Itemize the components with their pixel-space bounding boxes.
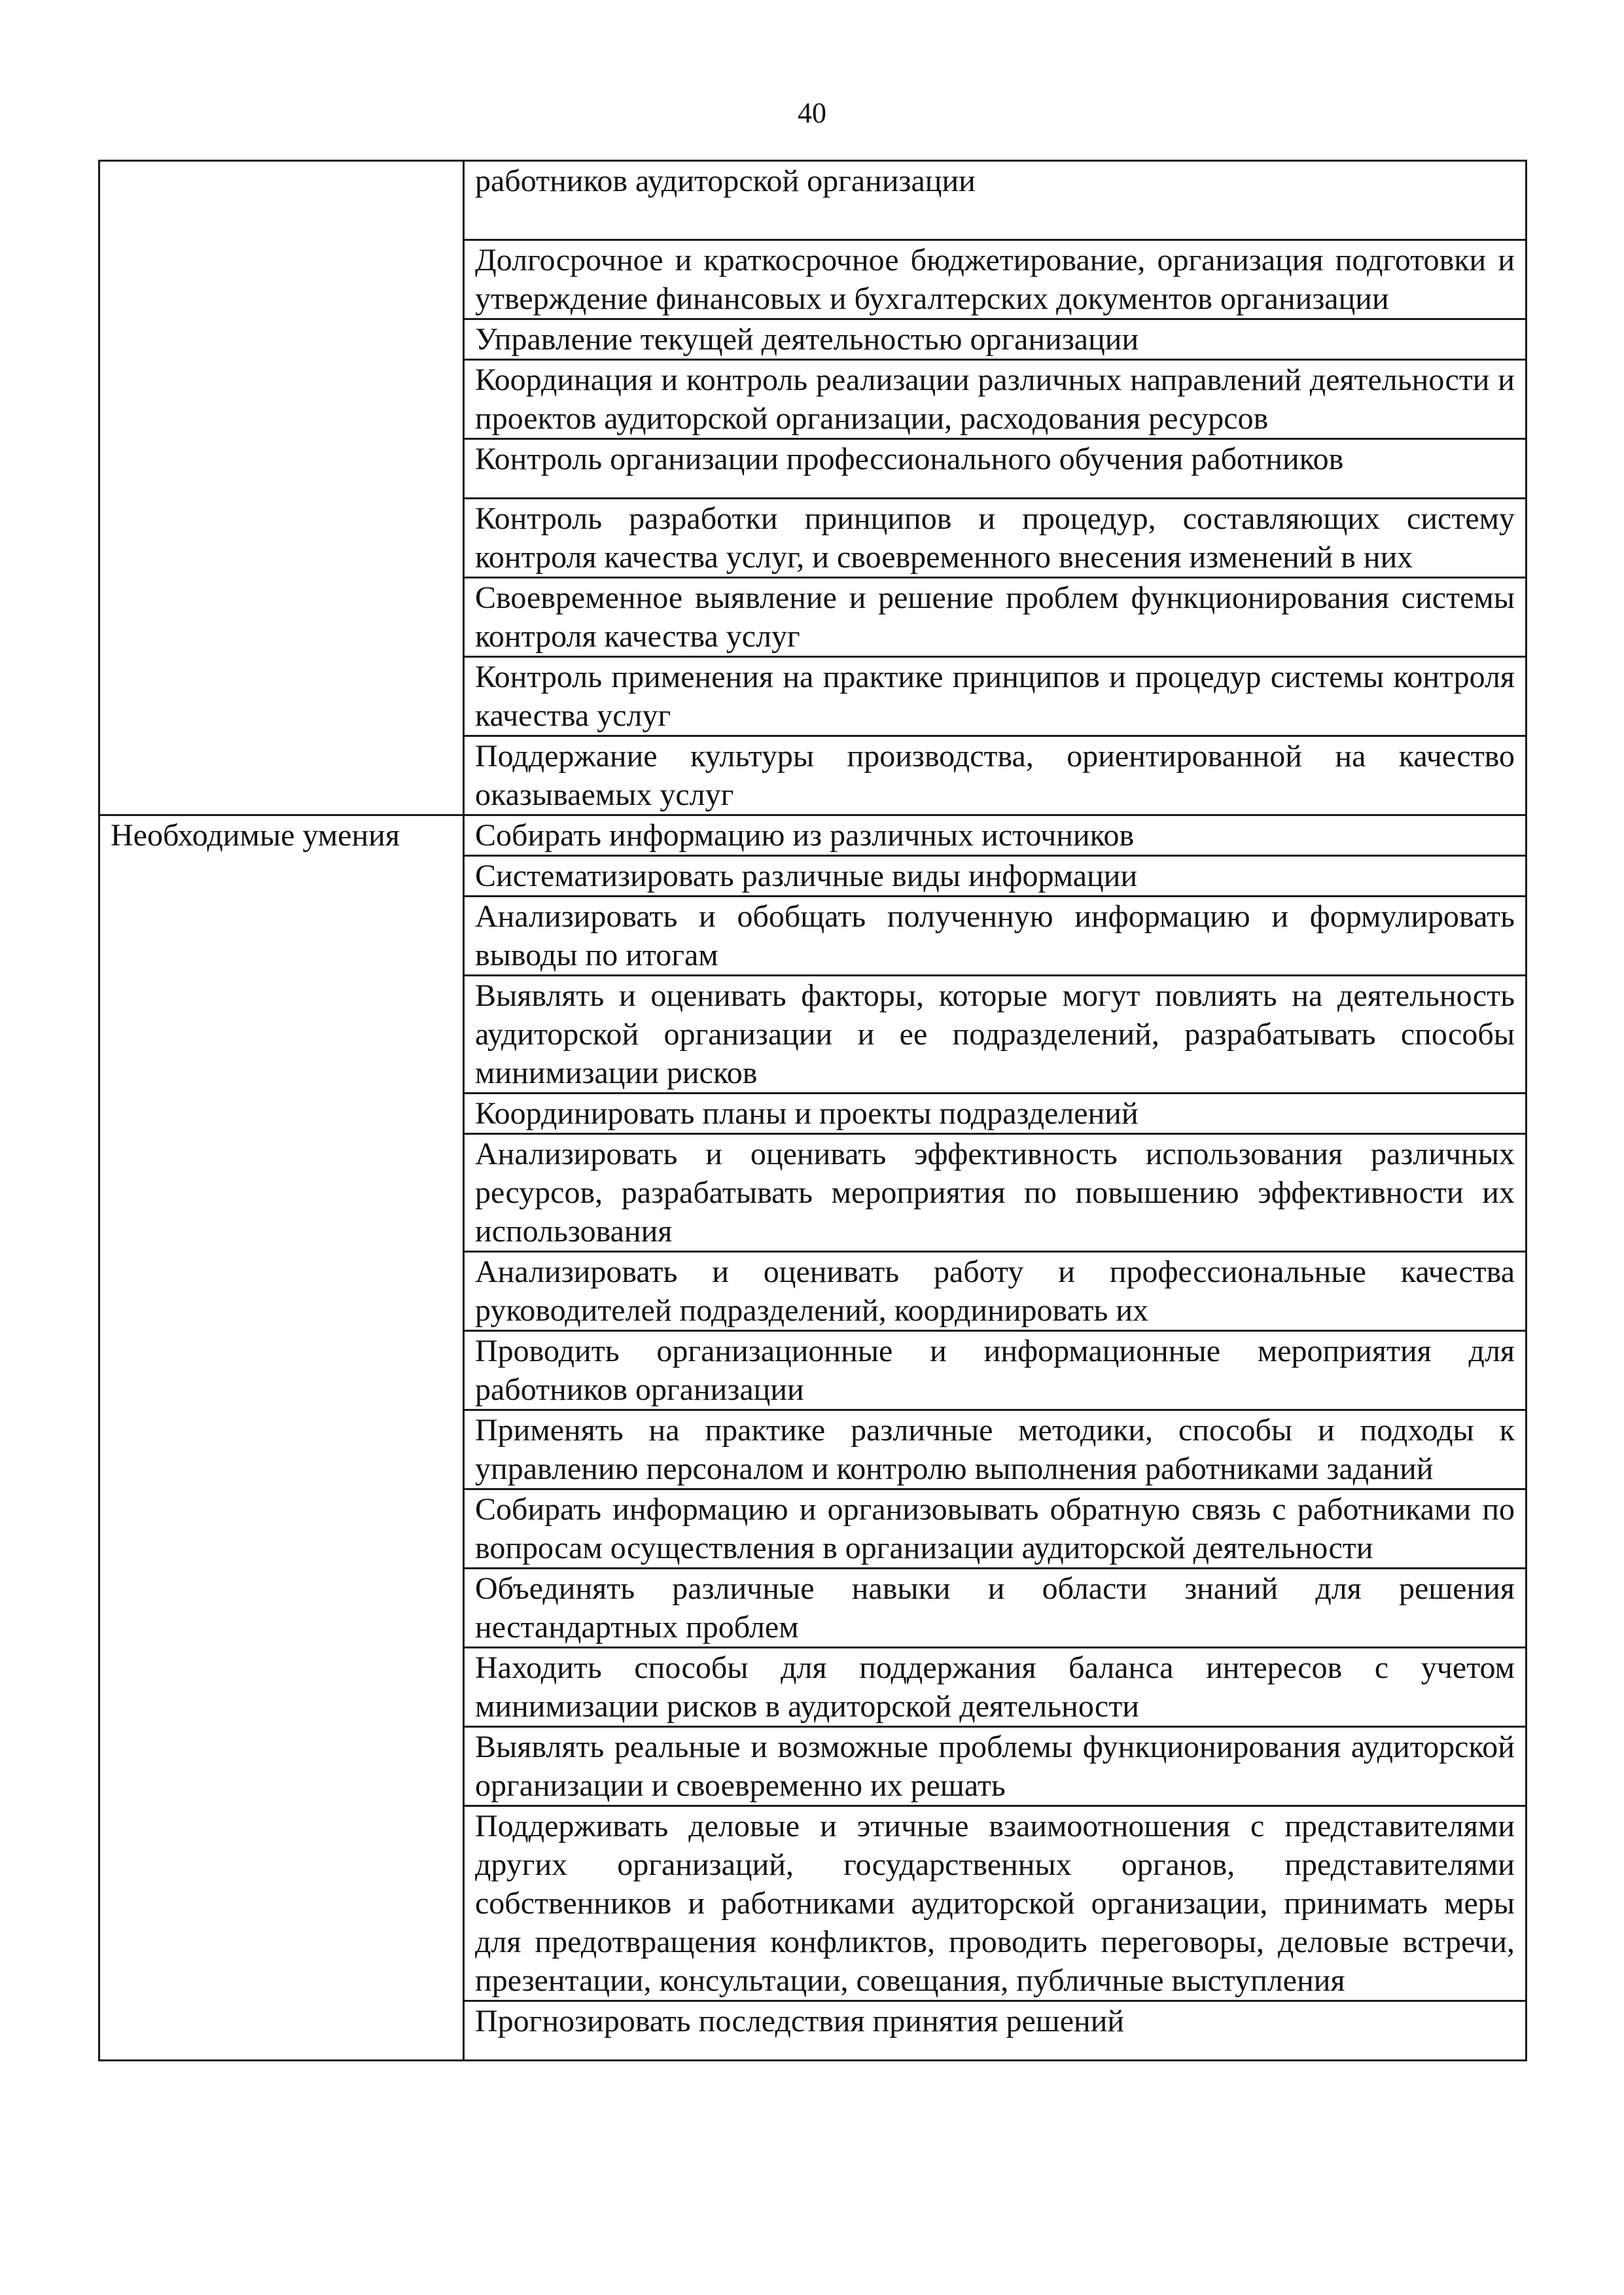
table-row bbox=[99, 897, 1527, 976]
table-cell: Применять на практике различные методики, способы и подходы к управлению персоналом и контролю выполнения работниками заданий bbox=[464, 1410, 1527, 1489]
table-row bbox=[99, 499, 1527, 578]
table-row bbox=[99, 240, 1527, 319]
table-row bbox=[99, 1410, 1527, 1489]
table-row bbox=[99, 1806, 1527, 2001]
table-cell: Контроль организации профессионального обучения работников bbox=[464, 439, 1527, 499]
table-row bbox=[99, 578, 1527, 657]
table-row bbox=[99, 360, 1527, 439]
table-cell: Систематизировать различные виды информации bbox=[464, 856, 1527, 897]
table-cell: Поддерживать деловые и этичные взаимоотношения с представителями других организаций, государственных органов, представителями собственников и работниками аудиторской организации, принимать меры для предотвращения конфликтов, проводить переговоры, деловые встречи, презентации, консультации, совещания, публичные выступления bbox=[464, 1806, 1527, 2001]
table-cell: Координация и контроль реализации различных направлений деятельности и проектов аудиторской организации, расходования ресурсов bbox=[464, 360, 1527, 439]
table-row bbox=[99, 815, 1527, 856]
table-cell: Объединять различные навыки и области знаний для решения нестандартных проблем bbox=[464, 1569, 1527, 1648]
table-cell: Контроль разработки принципов и процедур, составляющих систему контроля качества услуг, и своевременного внесения изменений в них bbox=[464, 499, 1527, 578]
table-cell: Долгосрочное и краткосрочное бюджетирование, организация подготовки и утверждение финансовых и бухгалтерских документов организации bbox=[464, 240, 1527, 319]
left-cell-empty bbox=[99, 161, 464, 240]
table-cell: Управление текущей деятельностью организации bbox=[464, 319, 1527, 360]
table-row bbox=[99, 736, 1527, 815]
page-number: 40 bbox=[798, 97, 826, 129]
table-cell: Контроль применения на практике принципов и процедур системы контроля качества услуг bbox=[464, 657, 1527, 736]
table-row bbox=[99, 976, 1527, 1094]
group-label-skills: Необходимые умения bbox=[99, 815, 464, 856]
table-row bbox=[99, 1489, 1527, 1569]
table-row bbox=[99, 161, 1527, 240]
table-cell: Поддержание культуры производства, ориентированной на качество оказываемых услуг bbox=[464, 736, 1527, 815]
table-cell: Анализировать и обобщать полученную информацию и формулировать выводы по итогам bbox=[464, 897, 1527, 976]
table-cell: Выявлять реальные и возможные проблемы функционирования аудиторской организации и своевременно их решать bbox=[464, 1727, 1527, 1806]
table-cell: Анализировать и оценивать эффективность использования различных ресурсов, разрабатывать мероприятия по повышению эффективности их использования bbox=[464, 1134, 1527, 1252]
table-row bbox=[99, 2001, 1527, 2061]
table-cell: Выявлять и оценивать факторы, которые могут повлиять на деятельность аудиторской организации и ее подразделений, разрабатывать способы минимизации рисков bbox=[464, 976, 1527, 1094]
table-row bbox=[99, 657, 1527, 736]
table-cell: Находить способы для поддержания баланса интересов с учетом минимизации рисков в аудиторской деятельности bbox=[464, 1648, 1527, 1727]
table-row bbox=[99, 1134, 1527, 1252]
table-cell: Своевременное выявление и решение проблем функционирования системы контроля качества услуг bbox=[464, 578, 1527, 657]
table-row bbox=[99, 1331, 1527, 1410]
table-row bbox=[99, 856, 1527, 897]
table-row bbox=[99, 1252, 1527, 1331]
requirements-table bbox=[98, 160, 1527, 2061]
table-row bbox=[99, 1727, 1527, 1806]
table-cell: Прогнозировать последствия принятия решений bbox=[464, 2001, 1527, 2061]
table-cell: Анализировать и оценивать работу и профессиональные качества руководителей подразделений, координировать их bbox=[464, 1252, 1527, 1331]
table-cell: Собирать информацию из различных источников bbox=[464, 815, 1527, 856]
table-row bbox=[99, 439, 1527, 499]
table-row bbox=[99, 1569, 1527, 1648]
table-row bbox=[99, 1094, 1527, 1134]
table-cell: работников аудиторской организации bbox=[464, 161, 1527, 240]
table-cell: Координировать планы и проекты подразделений bbox=[464, 1094, 1527, 1134]
table-cell: Собирать информацию и организовывать обратную связь с работниками по вопросам осуществления в организации аудиторской деятельности bbox=[464, 1489, 1527, 1569]
table-row bbox=[99, 319, 1527, 360]
table-row bbox=[99, 1648, 1527, 1727]
table-cell: Проводить организационные и информационные мероприятия для работников организации bbox=[464, 1331, 1527, 1410]
